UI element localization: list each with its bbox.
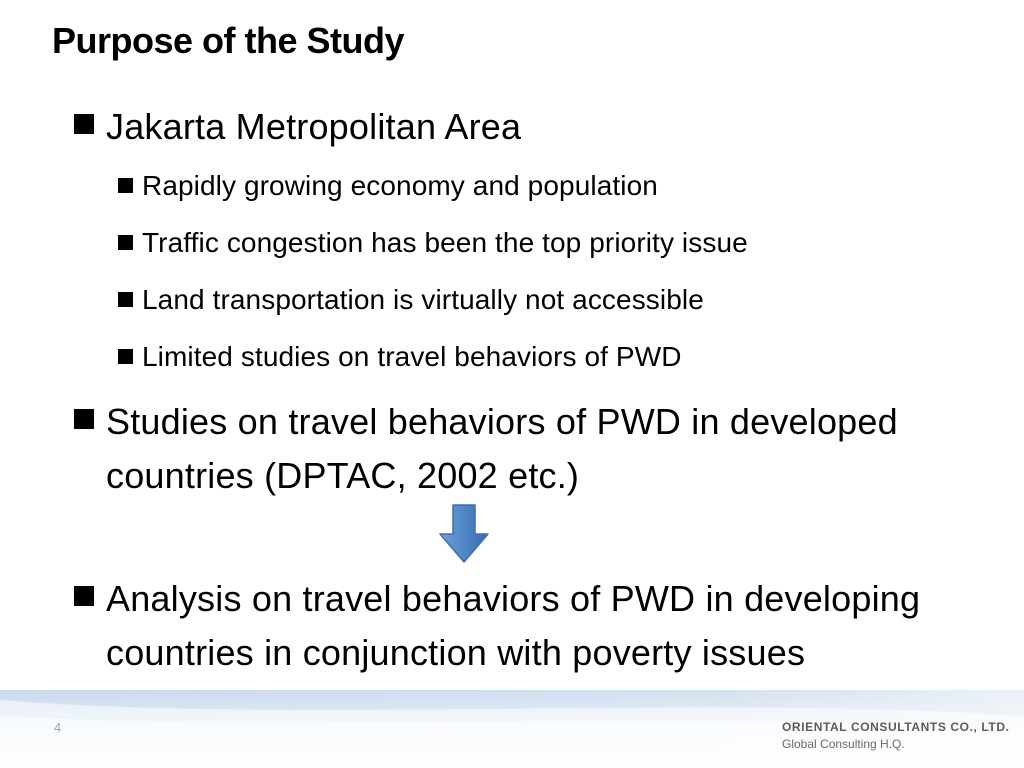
square-bullet-icon bbox=[118, 292, 133, 307]
square-bullet-icon bbox=[74, 114, 94, 134]
bullet-text: Jakarta Metropolitan Area bbox=[106, 106, 522, 147]
sub-bullet-studies bbox=[118, 339, 682, 375]
sub-bullet-transport bbox=[118, 282, 704, 318]
bullet-developing-countries bbox=[74, 572, 926, 680]
square-bullet-icon bbox=[118, 349, 133, 364]
square-bullet-icon bbox=[118, 178, 133, 193]
company-division: Global Consulting H.Q. bbox=[782, 737, 905, 751]
square-bullet-icon bbox=[74, 409, 94, 429]
company-name: ORIENTAL CONSULTANTS CO., LTD. bbox=[782, 720, 1010, 734]
down-arrow-icon bbox=[438, 504, 490, 564]
sub-bullet-traffic bbox=[118, 225, 748, 261]
bullet-jakarta bbox=[74, 100, 521, 154]
bullet-text: Analysis on travel behaviors of PWD in developing countries in conjunction with poverty issues bbox=[106, 578, 921, 673]
page-number: 4 bbox=[54, 720, 62, 735]
square-bullet-icon bbox=[74, 586, 94, 606]
slide-title: Purpose of the Study bbox=[52, 20, 405, 61]
sub-bullet-text: Land transportation is virtually not accessible bbox=[142, 284, 704, 315]
sub-bullet-text: Limited studies on travel behaviors of PWD bbox=[142, 341, 682, 372]
bullet-text: Studies on travel behaviors of PWD in developed countries (DPTAC, 2002 etc.) bbox=[106, 401, 898, 496]
sub-bullet-text: Traffic congestion has been the top priority issue bbox=[142, 227, 748, 258]
square-bullet-icon bbox=[118, 235, 133, 250]
bullet-developed-countries bbox=[74, 395, 906, 503]
sub-bullet-economy bbox=[118, 168, 658, 204]
sub-bullet-text: Rapidly growing economy and population bbox=[142, 170, 658, 201]
